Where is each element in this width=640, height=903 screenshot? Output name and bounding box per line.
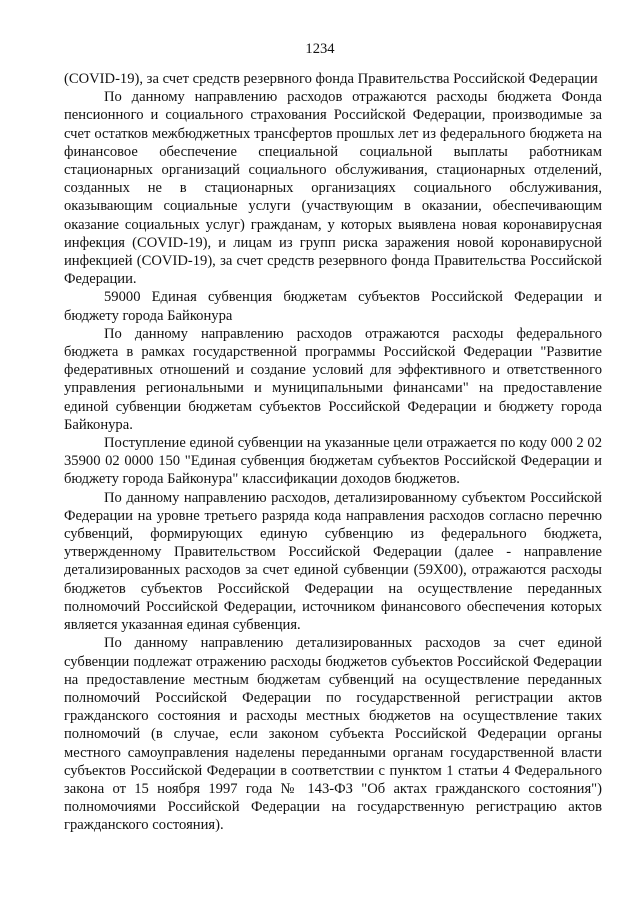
- page-number: 1234: [305, 41, 335, 57]
- paragraph-fund-expenses: По данному направлению расходов отражаются расходы бюджета Фонда пенсионного и социального страхования Российской Федерации, производимые за счет остатков межбюджетных трансфертов прошлых лет из федерального бюджета на финансовое обеспечение специальной социальной выплаты работникам стационарных организаций социального обслуживания, стационарных отделений, созданных не в стационарных организациях социального обслуживания, оказывающим социальные услуги (участвующим в оказании, обеспечивающим оказание социальных услуг) гражданам, у которых выявлена новая коронавирусная инфекция (COVID-19), и лицам из групп риска заражения новой коронавирусной инфекцией (COVID-19), за счет средств резервного фонда Правительства Российской Федерации.: [64, 89, 602, 288]
- paragraph-income-code: Поступление единой субвенции на указанные цели отражается по коду 000 2 02 35900 02 0000 150 "Единая субвенция бюджетам субъектов Российской Федерации и бюджету города Байконура" классификации доходов бюджетов.: [64, 435, 602, 488]
- paragraph-continuation: (COVID-19), за счет средств резервного фонда Правительства Российской Федерации: [64, 71, 598, 87]
- document-body: [64, 70, 602, 835]
- paragraph-federal-program: По данному направлению расходов отражаются расходы федерального бюджета в рамках государственной программы Российской Федерации "Развитие федеративных отношений и создание условий для эффективного и ответственного управления региональными и муниципальными финансами" на предоставление единой субвенции бюджетам субъектов Российской Федерации и бюджету города Байконура.: [64, 325, 602, 433]
- paragraph-civil-registration: По данному направлению детализированных расходов за счет единой субвенции подлежат отражению расходы бюджетов субъектов Российской Федерации на предоставление местным бюджетам субвенций на осуществление переданных полномочий Российской Федерации по государственной регистрации актов гражданского состояния и расходы местных бюджетов на осуществление таких полномочий (в случае, если законом субъекта Российской Федерации органы местного самоуправления наделены переданными органам государственной власти субъектов Российской Федерации в соответствии с пунктом 1 статьи 4 Федерального закона от 15 ноября 1997 года № 143-ФЗ "Об актах гражданского состояния") полномочиями Российской Федерации на государственную регистрацию актов гражданского состояния).: [64, 635, 602, 834]
- paragraph-heading-59000: 59000 Единая субвенция бюджетам субъектов Российской Федерации и бюджету города Байконура: [64, 289, 602, 324]
- paragraph-detailed-expenses: По данному направлению расходов, детализированному субъектом Российской Федерации на уровне третьего разряда кода направления расходов согласно перечню субвенций, формирующих единую субвенцию из федерального бюджета, утвержденному Правительством Российской Федерации (далее - направление детализированных расходов за счет единой субвенции (59Х00), отражаются расходы бюджетов субъектов Российской Федерации на осуществление переданных полномочий Российской Федерации, источником финансового обеспечения которых является указанная единая субвенция.: [64, 489, 602, 634]
